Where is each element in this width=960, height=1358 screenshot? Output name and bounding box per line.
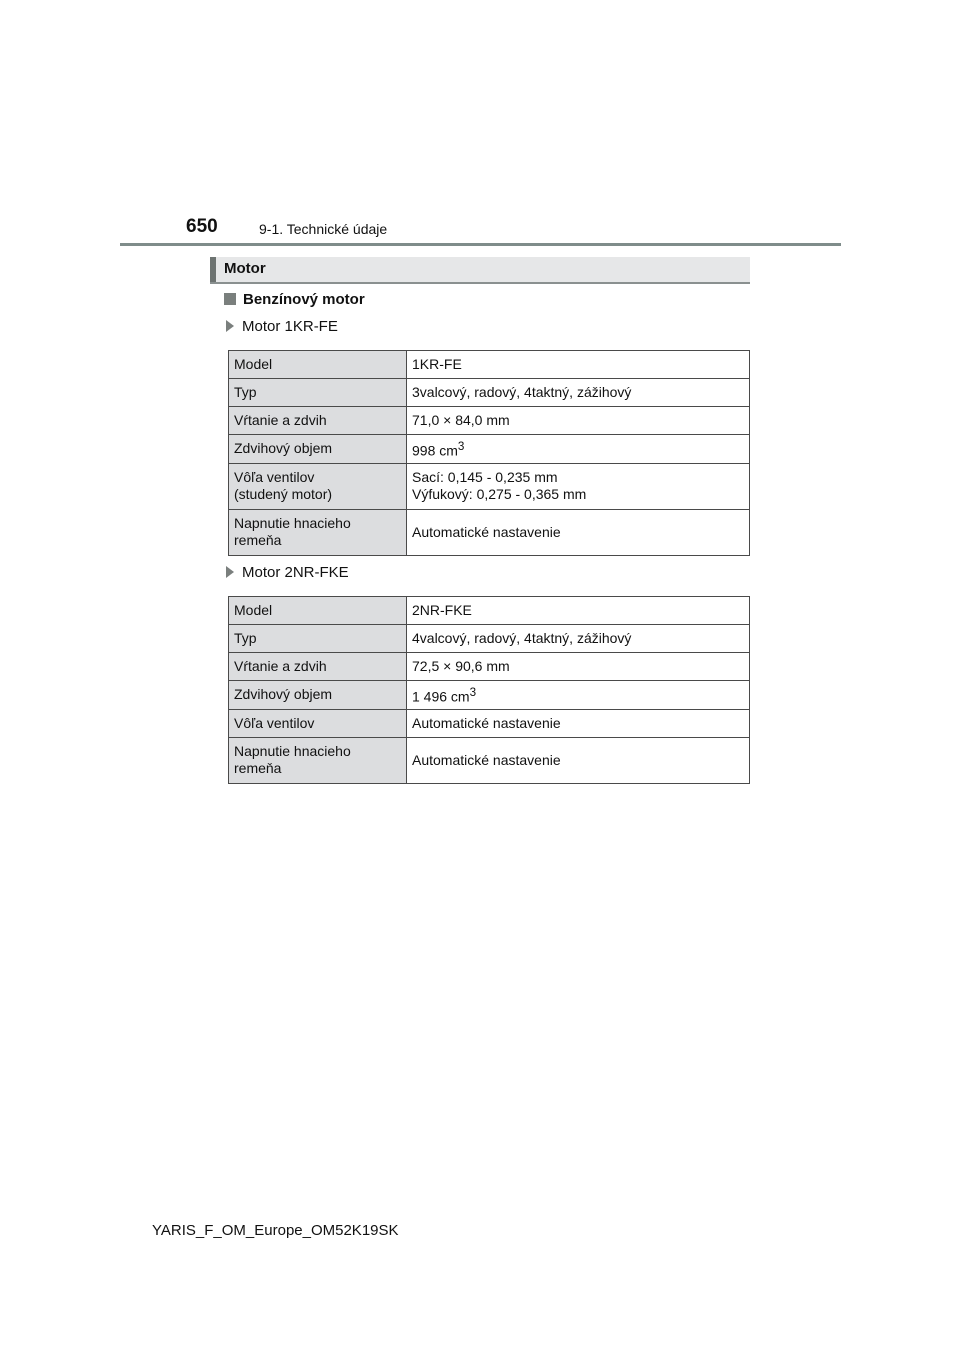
table-row: [229, 709, 750, 737]
row-value: 1 496 $cm^3$: [407, 681, 750, 710]
engine-heading-2nr: [226, 564, 349, 581]
engine-title: Motor 2NR-FKE: [242, 564, 349, 581]
row-value: 71,0 × 84,0 mm: [407, 407, 750, 435]
row-label: Vŕtanie a zdvih: [229, 407, 407, 435]
footer-document-code: YARIS_F_OM_Europe_OM52K19SK: [152, 1222, 399, 1239]
row-value: 3valcový, radový, 4taktný, zážihový: [407, 379, 750, 407]
section-heading: [210, 257, 750, 284]
subsection-heading: [224, 291, 365, 308]
table-row: [229, 681, 750, 710]
row-label: Napnutie hnacieho remeňa: [229, 509, 407, 555]
triangle-bullet-icon: [226, 320, 234, 332]
superscript: 3: [469, 686, 477, 699]
table-row: [229, 597, 750, 625]
row-label: Vôľa ventilov: [229, 709, 407, 737]
table-row: [229, 625, 750, 653]
table-row: [229, 463, 750, 509]
subsection-title: Benzínový motor: [243, 291, 365, 308]
table-row: [229, 407, 750, 435]
row-label: Zdvihový objem: [229, 681, 407, 710]
section-path: 9-1. Technické údaje: [259, 221, 388, 237]
row-label: Napnutie hnacieho remeňa: [229, 737, 407, 783]
table-row: [229, 737, 750, 783]
row-value: Automatické nastavenie: [407, 709, 750, 737]
row-value: 4valcový, radový, 4taktný, zážihový: [407, 625, 750, 653]
row-value: 2NR-FKE: [407, 597, 750, 625]
table-row: [229, 435, 750, 464]
table-row: [229, 653, 750, 681]
row-value: 1KR-FE: [407, 351, 750, 379]
row-value: Sací: 0,145 - 0,235 mm Výfukový: 0,275 - 0,365 mm: [407, 463, 750, 509]
square-bullet-icon: [224, 293, 236, 305]
row-label: Typ: [229, 379, 407, 407]
table-row: [229, 351, 750, 379]
table-row: [229, 509, 750, 555]
spec-table-1kr: [228, 350, 750, 556]
engine-title: Motor 1KR-FE: [242, 318, 338, 335]
table-row: [229, 379, 750, 407]
section-heading-bar: [210, 257, 216, 282]
row-value: 72,5 × 90,6 mm: [407, 653, 750, 681]
page-number: 650: [186, 216, 218, 237]
row-label: Model: [229, 351, 407, 379]
engine-heading-1kr: [226, 318, 338, 335]
superscript: 3: [457, 440, 465, 453]
row-label: Model: [229, 597, 407, 625]
triangle-bullet-icon: [226, 566, 234, 578]
row-label: Vŕtanie a zdvih: [229, 653, 407, 681]
row-value: Automatické nastavenie: [407, 737, 750, 783]
row-label: Typ: [229, 625, 407, 653]
row-label: Vôľa ventilov (studený motor): [229, 463, 407, 509]
row-value: Automatické nastavenie: [407, 509, 750, 555]
row-value: 998 $cm^3$: [407, 435, 750, 464]
section-title: Motor: [224, 260, 266, 277]
row-label: Zdvihový objem: [229, 435, 407, 464]
header-rule: [120, 243, 841, 246]
spec-table-2nr: [228, 596, 750, 784]
